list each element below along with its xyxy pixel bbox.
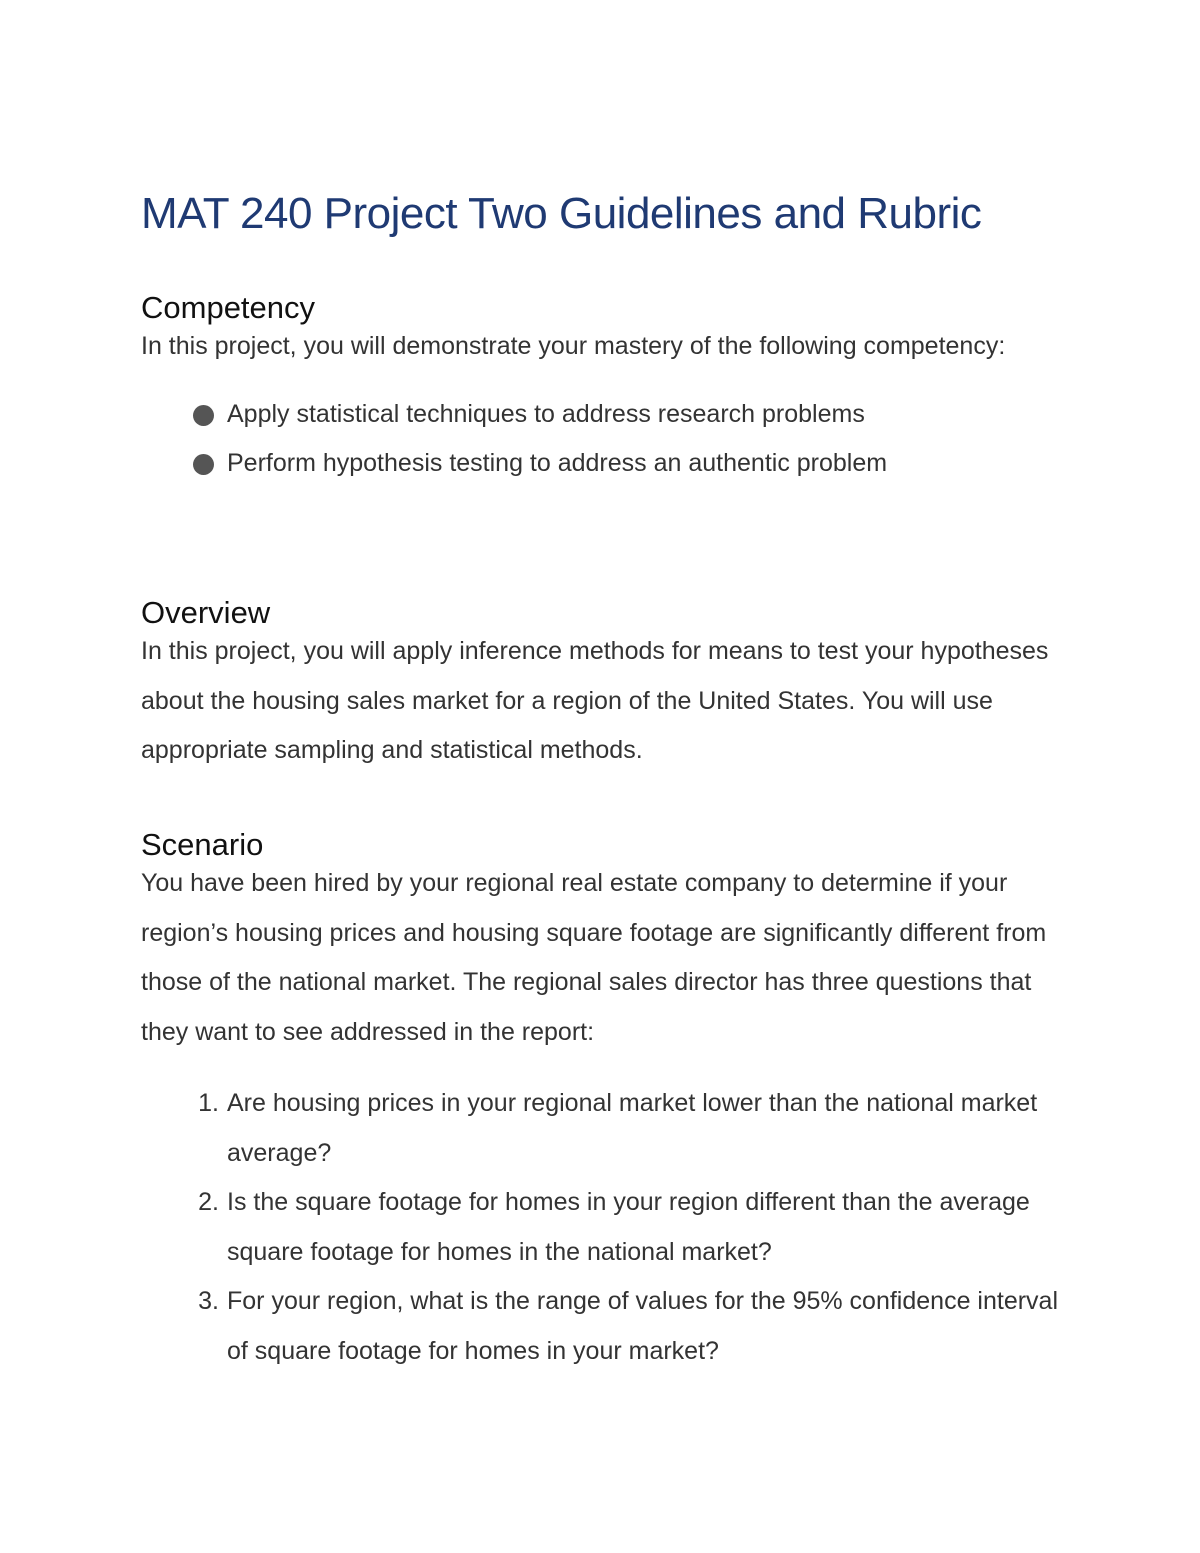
scenario-section [141, 825, 1071, 1376]
page-title: MAT 240 Project Two Guidelines and Rubric [141, 189, 982, 238]
bullet-icon [193, 454, 214, 475]
question-text: For your region, what is the range of values for the 95% confidence interval of square footage for homes in your market? [227, 1287, 1059, 1365]
competency-section [141, 288, 1071, 489]
competency-intro: In this project, you will demonstrate your mastery of the following competency: [141, 332, 1006, 360]
question-text: Is the square footage for homes in your region different than the average square footage for homes in the national market? [227, 1188, 1030, 1266]
competency-item-text: Apply statistical techniques to address research problems [227, 399, 865, 428]
competency-item-text: Perform hypothesis testing to address an authentic problem [227, 449, 888, 477]
scenario-heading: Scenario [141, 827, 264, 862]
list-number: 2. [198, 1188, 219, 1216]
list-item [141, 390, 1071, 440]
list-item [141, 439, 1071, 489]
question-text: Are housing prices in your regional market lower than the national market average? [227, 1089, 1038, 1167]
scenario-questions [141, 1079, 1071, 1376]
list-item [141, 1277, 1071, 1376]
list-item [141, 1079, 1071, 1178]
competency-list [141, 390, 1071, 489]
list-number: 1. [198, 1089, 219, 1117]
competency-heading: Competency [141, 290, 316, 325]
scenario-body: You have been hired by your regional real estate company to determine if your region’s housing prices and housing square footage are significantly different from those of the national market. The regional sales director has three questions that they want to see addressed in the report: [141, 869, 1047, 1046]
list-item [141, 1178, 1071, 1277]
list-number: 3. [198, 1287, 219, 1315]
overview-heading: Overview [141, 595, 271, 630]
bullet-icon [193, 405, 214, 426]
overview-section [141, 593, 1071, 776]
overview-body: In this project, you will apply inference methods for means to test your hypotheses about the housing sales market for a region of the United States. You will use appropriate sampling and statistical methods. [141, 637, 1049, 764]
